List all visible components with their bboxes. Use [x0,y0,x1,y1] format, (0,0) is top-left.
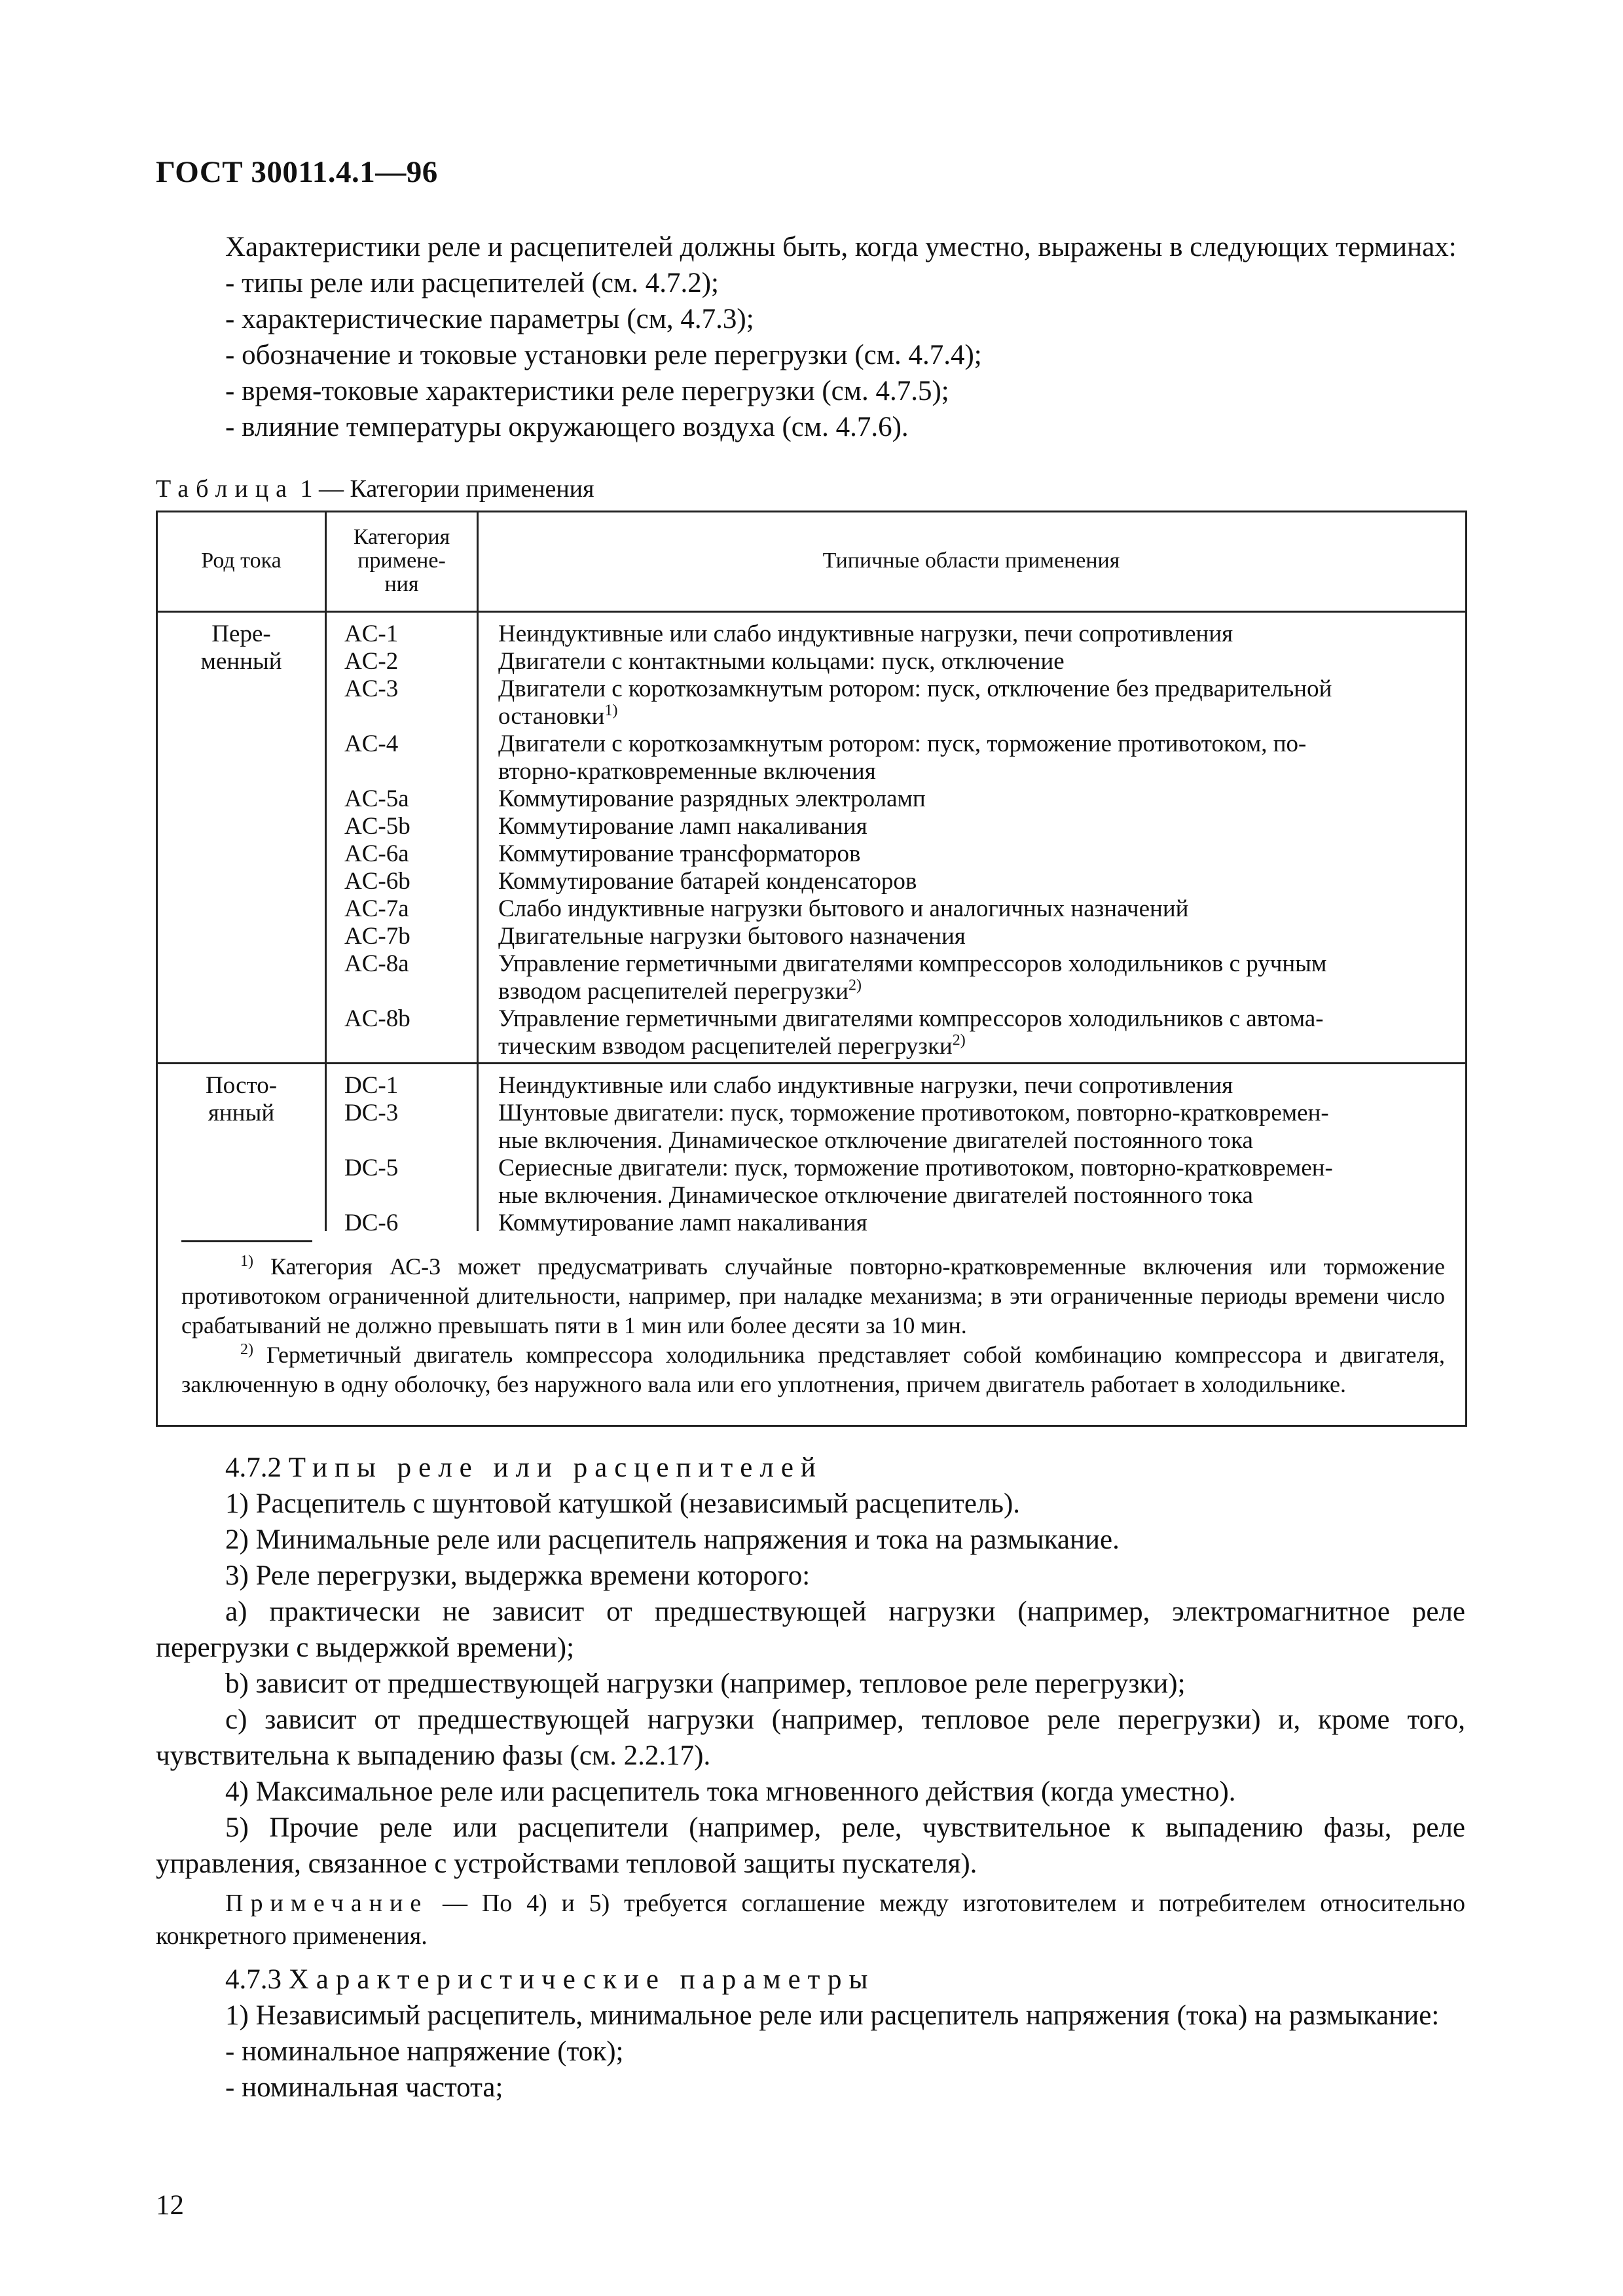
intro-paragraph: Характеристики реле и расцепителей должны быть, когда уместно, выражены в следующих терминах: [225,232,1457,262]
category-code: AC-7a [344,895,409,922]
category-code: AC-6b [344,868,410,895]
usage-text: Управление герметичными двигателями компрессоров холодильников с ручным [498,950,1327,977]
usage-text: Коммутирование батарей конденсаторов [498,868,917,895]
header-typical-usage: Типичные области применения [822,548,1120,573]
table-caption [156,475,594,503]
column-divider [325,611,327,1231]
usage-text: Шунтовые двигатели: пуск, торможение противотоком, повторно-кратковремен- [498,1100,1329,1126]
section-item: - номинальная частота; [225,2072,503,2103]
section-number: 4.7.2 [225,1452,289,1483]
note-label: Примечание [225,1890,429,1917]
category-code: AC-8a [344,950,409,977]
category-code: AC-1 [344,620,399,647]
usage-text: Двигатели с короткозамкнутым ротором: пуск, торможение противотоком, по- [498,730,1307,757]
section-title: Типы реле или расцепителей [288,1452,823,1483]
current-type-ac [158,620,325,675]
usage-text: взводом расцепителей перегрузки [498,978,848,1005]
section-heading-473 [156,1962,1465,1998]
note-text: — По 4) и 5) требуется соглашение между изготовителем и потребителем относительно конкретного применения. [156,1890,1465,1950]
usage-text: Коммутирование трансформаторов [498,840,861,867]
current-type-dc [158,1072,325,1127]
header-category-line: примене- [357,548,446,573]
page-number: 12 [156,2190,184,2221]
category-column-dc [344,1072,472,1237]
usage-text: Двигатели с короткозамкнутым ротором: пуск, отключение без предварительной [498,675,1332,702]
footnote-ref: 2) [848,977,862,994]
footnote-rule [181,1240,312,1242]
current-type-line: менный [200,648,282,675]
current-type-line: янный [208,1100,275,1126]
categories-table [156,511,1467,1427]
usage-text: Коммутирование разрядных электроламп [498,785,926,812]
category-code: AC-7b [344,923,410,950]
current-type-line: Посто- [205,1072,278,1099]
category-code: AC-8b [344,1005,410,1032]
list-item: - обозначение и токовые установки реле перегрузки (см. 4.7.4); [225,340,982,370]
section-title: Характеристические параметры [288,1964,875,1995]
category-code: AC-2 [344,648,399,675]
section-item: b) зависит от предшествующей нагрузки (например, тепловое реле перегрузки); [225,1668,1186,1699]
current-type-line: Пере- [211,620,271,647]
category-code: AC-3 [344,675,399,702]
category-code: DC-5 [344,1155,399,1181]
usage-text: остановки [498,703,605,730]
intro-block [156,229,1465,445]
section-item: 1) Расцепитель с шунтовой катушкой (независимый расцепитель). [225,1488,1021,1519]
column-divider [477,611,479,1231]
usage-text: Коммутирование ламп накаливания [498,813,867,840]
section-item: 2) Минимальные реле или расцепитель напряжения и тока на размыкание. [225,1524,1120,1555]
footnote-text: Герметичный двигатель компрессора холодильника представляет собой комбинацию компрессора и двигателя, заключенную в одну оболочку, без наружного вала или его уплотнения, причем двигатель работает в холодильнике. [181,1342,1445,1397]
header-current-type: Род тока [201,548,282,573]
section-item: 4) Максимальное реле или расцепитель тока мгновенного действия (когда уместно). [225,1776,1236,1807]
usage-text: Двигатели с контактными кольцами: пуск, отключение [498,648,1065,675]
section-item: - номинальное напряжение (ток); [225,2036,624,2067]
usage-text: вторно-кратковременные включения [498,758,876,785]
footnote-text: Категория АС-3 может предусматривать случайные повторно-кратковременные включения или торможение противотоком ограниченной длительности, например, при наладке механизма; в эти ограниченные периоды времени число срабатываний не должно превышать пяти в 1 мин или более десяти за 10 мин. [181,1253,1445,1338]
usage-column-ac [498,620,1454,1060]
usage-text: тическим взводом расцепителей перегрузки [498,1033,953,1060]
usage-text: Двигательные нагрузки бытового назначения [498,923,966,950]
header-category [327,526,477,596]
category-column-ac [344,620,472,1033]
usage-text: ные включения. Динамическое отключение двигателей постоянного тока [498,1182,1253,1209]
header-category-line: ния [384,572,419,596]
usage-text: Неиндуктивные или слабо индуктивные нагрузки, печи сопротивления [498,620,1233,647]
footnote-ref: 2) [952,1031,966,1049]
usage-column-dc [498,1072,1454,1237]
section-item: а) практически не зависит от предшествующей нагрузки (например, электромагнитное реле перегрузки с выдержкой времени); [156,1596,1465,1663]
category-code: DC-6 [344,1210,399,1236]
category-code: DC-3 [344,1100,399,1126]
category-code: DC-1 [344,1072,399,1099]
section-item: с) зависит от предшествующей нагрузки (например, тепловое реле перегрузки) и, кроме того, чувствительна к выпадению фазы (см. 2.2.17). [156,1704,1465,1771]
footnote [181,1340,1445,1399]
footnote-mark: 2) [240,1341,253,1358]
usage-text: Слабо индуктивные нагрузки бытового и аналогичных назначений [498,895,1189,922]
footnote-ref: 1) [604,702,618,719]
footnote-mark: 1) [240,1253,253,1270]
note [156,1887,1465,1952]
table-footnotes [181,1252,1445,1399]
usage-text: Сериесные двигатели: пуск, торможение противотоком, повторно-кратковремен- [498,1155,1333,1181]
document-code: ГОСТ 30011.4.1—96 [156,155,438,189]
header-category-line: Категория [353,525,450,549]
section-item: 5) Прочие реле или расцепители (например, реле, чувствительное к выпадению фазы, реле управления, связанное с устройствами тепловой защиты пускателя). [156,1812,1465,1879]
section-body [156,1450,1465,2106]
category-code: AC-6a [344,840,409,867]
usage-text: Управление герметичными двигателями компрессоров холодильников с автома- [498,1005,1324,1032]
usage-text: ные включения. Динамическое отключение двигателей постоянного тока [498,1127,1253,1154]
category-code: AC-5b [344,813,410,840]
list-item: - типы реле или расцепителей (см. 4.7.2); [225,268,719,298]
section-heading-472 [156,1450,1465,1486]
section-item: 3) Реле перегрузки, выдержка времени которого: [225,1560,811,1591]
footnote [181,1252,1445,1340]
table-caption-label: Таблица [156,475,295,503]
list-item: - влияние температуры окружающего воздуха (см. 4.7.6). [225,412,909,442]
group-divider [158,1062,1465,1064]
usage-text: Коммутирование ламп накаливания [498,1210,867,1236]
table-caption-title: 1 — Категории применения [294,475,594,503]
list-item: - характеристические параметры (см, 4.7.3); [225,304,754,334]
header-divider [158,611,1465,613]
section-number: 4.7.3 [225,1964,289,1995]
section-item: 1) Независимый расцепитель, минимальное реле или расцепитель напряжения (тока) на размыкание: [225,2000,1440,2031]
category-code: AC-4 [344,730,399,757]
list-item: - время-токовые характеристики реле перегрузки (см. 4.7.5); [225,376,949,406]
category-code: AC-5a [344,785,409,812]
usage-text: Неиндуктивные или слабо индуктивные нагрузки, печи сопротивления [498,1072,1233,1099]
intro-list [156,265,1465,445]
